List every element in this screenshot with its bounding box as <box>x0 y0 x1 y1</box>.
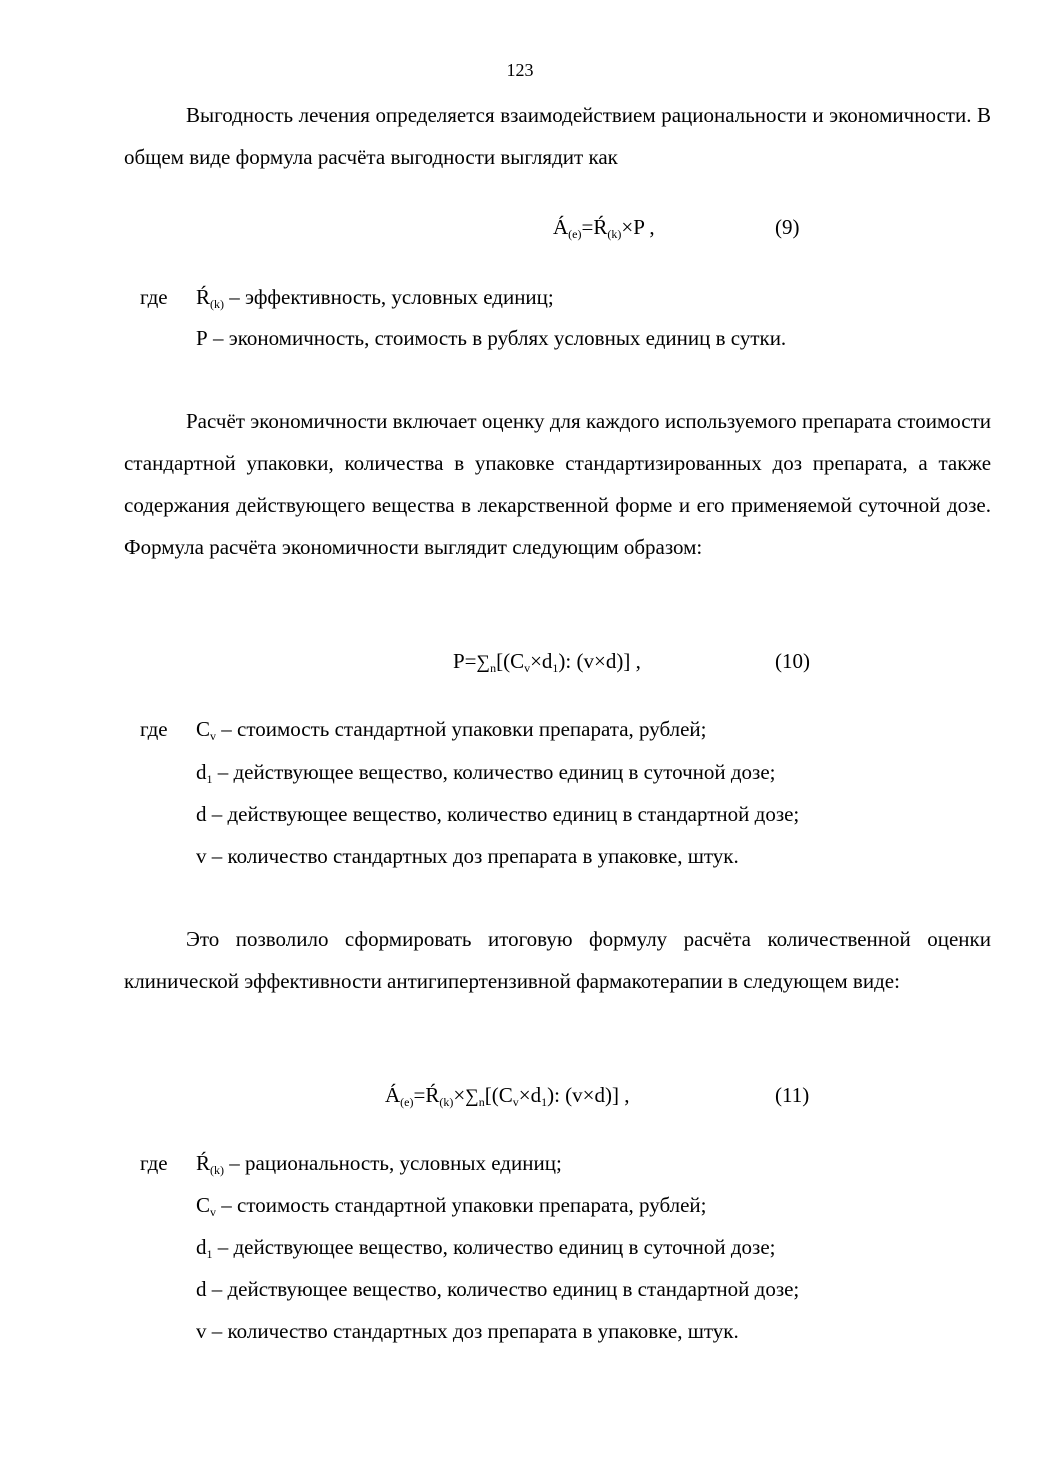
page-number: 123 <box>506 60 534 80</box>
definition-row: $Ŕ_{(k)}$ – рациональность, условных единиц; <box>196 1151 562 1177</box>
definition-row: $d_1$ – действующее вещество, количество единиц в суточной дозе; <box>196 760 776 786</box>
where-label-11: где <box>140 1151 168 1175</box>
formula-9-number: (9) <box>775 215 800 239</box>
definition-row: Р – экономичность, стоимость в рублях условных единиц в сутки. <box>196 326 787 350</box>
definition-row: $d_1$ – действующее вещество, количество единиц в суточной дозе; <box>196 1235 776 1261</box>
formula-11-number: (11) <box>775 1083 810 1107</box>
where-label-9: где <box>140 285 168 309</box>
definition-row: d – действующее вещество, количество единиц в стандартной дозе; <box>196 802 800 826</box>
formula-10-number: (10) <box>775 649 810 673</box>
paragraph-benefit-intro: Выгодность лечения определяется взаимодействием рациональности и экономичности. В общем виде формула расчёта выгодности выглядит как <box>124 103 991 169</box>
definition-row: d – действующее вещество, количество единиц в стандартной дозе; <box>196 1277 800 1301</box>
paragraph-economy-calc: Расчёт экономичности включает оценку для каждого используемого препарата стоимости стандартной упаковки, количества в упаковке стандартизированных доз препарата, а также содержания действующего вещества в лекарственной форме и его применяемой суточной дозе. Формула расчёта экономичности выглядит следующим образом: <box>124 409 992 559</box>
definition-row: v – количество стандартных доз препарата в упаковке, штук. <box>196 1319 739 1343</box>
definition-row: $C_v$ – стоимость стандартной упаковки препарата, рублей; <box>196 717 707 743</box>
formula-11: $Á_{(e)}=Ŕ_{(k)}\times\sum_n[(C_v\times d_1)$: (v×d)] , <box>385 1083 630 1109</box>
formula-10: $P=\sum_n[(C_v\times d_1)$: (v×d)] , <box>453 649 641 675</box>
definition-row: $Ŕ_{(k)}$ – эффективность, условных единиц; <box>196 285 554 311</box>
definition-row: $C_v$ – стоимость стандартной упаковки препарата, рублей; <box>196 1193 707 1219</box>
where-label-10: где <box>140 717 168 741</box>
definition-row: v – количество стандартных доз препарата в упаковке, штук. <box>196 844 739 868</box>
formula-9: $Á_{(e)}=Ŕ_{(k)}\times P$ , <box>553 215 655 241</box>
paragraph-final-formula: Это позволило сформировать итоговую формулу расчёта количественной оценки клинической эффективности антигипертензивной фармакотерапии в следующем виде: <box>124 927 991 993</box>
